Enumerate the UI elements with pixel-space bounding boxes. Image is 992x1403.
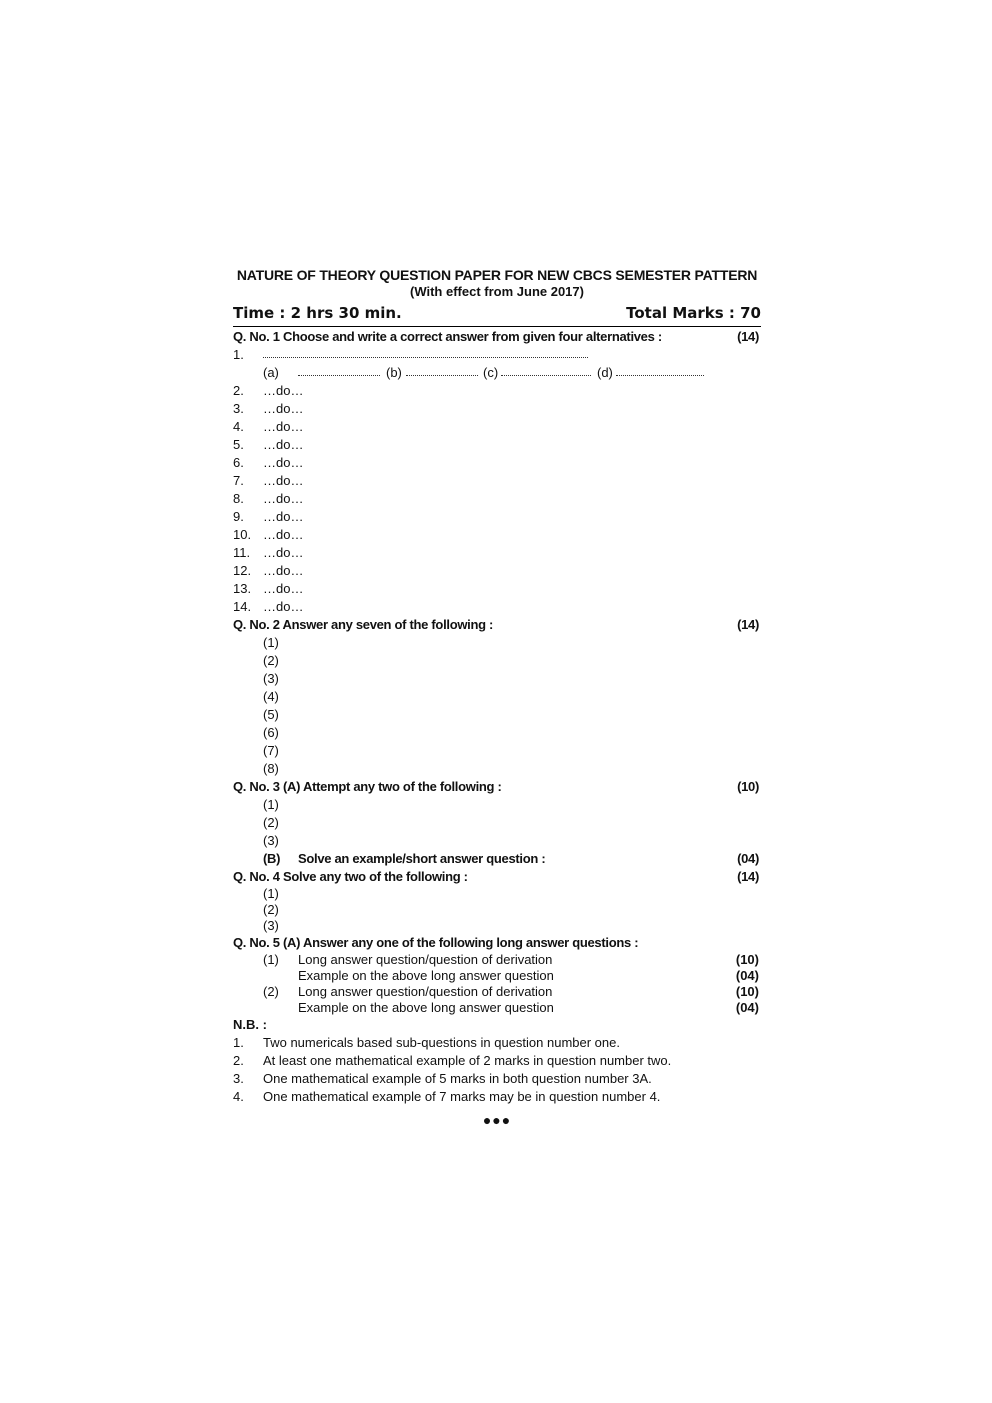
item-text: …do… (263, 383, 304, 398)
q1-item-number: 1. (233, 347, 244, 362)
item-text: …do… (263, 455, 304, 470)
item-number: (3) (263, 918, 279, 933)
q1-heading-text: Q. No. 1 Choose and write a correct answer from given four alternatives : (233, 329, 662, 344)
item-text: One mathematical example of 5 marks in both question number 3A. (263, 1071, 652, 1086)
item-number: (1) (263, 635, 279, 650)
list-item (233, 742, 761, 760)
item-number: 7. (233, 473, 244, 488)
item-marks: (04) (735, 968, 759, 983)
q4-marks: (14) (737, 869, 759, 884)
list-item (233, 562, 761, 580)
q1-heading (233, 328, 761, 346)
item-number: 11. (233, 545, 251, 560)
item-number: 13. (233, 581, 252, 596)
option-c-label: (c) (483, 365, 499, 380)
option-a-label: (a) (263, 365, 279, 380)
option-d-label: (d) (597, 365, 613, 380)
paper-title: NATURE OF THEORY QUESTION PAPER FOR NEW CBCS SEMESTER PATTERN (236, 267, 758, 283)
item-text: …do… (263, 599, 304, 614)
item-text: …do… (263, 581, 304, 596)
q2-heading (233, 616, 761, 634)
item-number: (7) (263, 743, 279, 758)
nb-item (233, 1052, 761, 1070)
option-a-blank (298, 364, 380, 376)
item-number: (3) (263, 671, 279, 686)
item-text: …do… (263, 527, 304, 542)
list-item (233, 400, 761, 418)
paper-subtitle: (With effect from June 2017) (410, 284, 584, 299)
q5-row (233, 968, 761, 984)
q5-row (233, 1000, 761, 1016)
item-number: (2) (263, 902, 279, 917)
item-number: (3) (263, 833, 279, 848)
list-item (233, 832, 761, 850)
list-item (233, 814, 761, 832)
item-number: 2. (233, 383, 244, 398)
nb-item (233, 1034, 761, 1052)
item-marks: (10) (735, 984, 759, 999)
list-item (233, 688, 761, 706)
q1-options-row (233, 364, 761, 382)
list-item (233, 490, 761, 508)
item-number: 5. (233, 437, 244, 452)
item-number: (1) (263, 797, 279, 812)
item-text: Example on the above long answer question (298, 968, 554, 983)
list-item (233, 544, 761, 562)
item-text: Example on the above long answer question (298, 1000, 554, 1015)
list-item (233, 436, 761, 454)
q4-heading (233, 868, 761, 886)
option-b-blank (406, 364, 478, 376)
end-mark: ●●● (482, 1112, 512, 1128)
q3-heading (233, 778, 761, 796)
list-item (233, 472, 761, 490)
item-text: Long answer question/question of derivation (298, 952, 553, 967)
item-number: 1. (233, 1035, 244, 1050)
q3-marks: (10) (737, 779, 759, 794)
q5-row (233, 984, 761, 1000)
item-text: …do… (263, 545, 304, 560)
time-label: Time : 2 hrs 30 min. (233, 304, 402, 322)
list-item (233, 706, 761, 724)
list-item (233, 886, 761, 902)
question-blank-line (263, 346, 588, 358)
item-marks: (04) (735, 1000, 759, 1015)
item-text: …do… (263, 473, 304, 488)
nb-item (233, 1088, 761, 1106)
list-item (233, 652, 761, 670)
item-number: (2) (263, 815, 279, 830)
list-item (233, 918, 761, 934)
item-number: 4. (233, 1089, 244, 1104)
list-item (233, 526, 761, 544)
list-item (233, 508, 761, 526)
list-item (233, 760, 761, 778)
list-item (233, 634, 761, 652)
option-c-blank (501, 364, 591, 376)
option-d-blank (616, 364, 704, 376)
item-text: Long answer question/question of derivation (298, 984, 553, 999)
item-text: One mathematical example of 7 marks may be in question number 4. (263, 1089, 661, 1104)
item-number: 8. (233, 491, 244, 506)
item-number: 4. (233, 419, 244, 434)
item-number: (2) (263, 653, 279, 668)
list-item (233, 796, 761, 814)
item-number: (4) (263, 689, 279, 704)
q3-heading-text: Q. No. 3 (A) Attempt any two of the following : (233, 779, 502, 794)
list-item (233, 598, 761, 616)
q1-marks: (14) (737, 329, 759, 344)
item-number: 10. (233, 527, 252, 542)
nb-item (233, 1070, 761, 1088)
list-item (233, 454, 761, 472)
list-item (233, 724, 761, 742)
item-text: …do… (263, 491, 304, 506)
item-text: …do… (263, 563, 304, 578)
item-text: …do… (263, 401, 304, 416)
nb-heading: N.B. : (233, 1017, 267, 1032)
item-number: (6) (263, 725, 279, 740)
item-text: …do… (263, 509, 304, 524)
item-number: (1) (263, 886, 279, 901)
q3b-label: (B) (263, 851, 281, 866)
item-number: 14. (233, 599, 252, 614)
list-item (233, 382, 761, 400)
item-number: (1) (263, 952, 279, 967)
list-item (233, 902, 761, 918)
option-b-label: (b) (386, 365, 402, 380)
item-number: 2. (233, 1053, 244, 1068)
q5-row (233, 952, 761, 968)
item-number: (8) (263, 761, 279, 776)
item-text: …do… (263, 437, 304, 452)
q1-item-1 (233, 346, 761, 364)
time-marks-bar (233, 304, 761, 327)
item-number: (2) (263, 984, 279, 999)
list-item (233, 418, 761, 436)
item-text: At least one mathematical example of 2 marks in question number two. (263, 1053, 672, 1068)
item-text: Two numericals based sub-questions in question number one. (263, 1035, 620, 1050)
item-number: 6. (233, 455, 244, 470)
list-item (233, 670, 761, 688)
q4-heading-text: Q. No. 4 Solve any two of the following : (233, 869, 468, 884)
q2-marks: (14) (737, 617, 759, 632)
item-number: 9. (233, 509, 244, 524)
q2-heading-text: Q. No. 2 Answer any seven of the following : (233, 617, 494, 632)
q3b-marks: (04) (737, 851, 759, 866)
item-number: 3. (233, 401, 244, 416)
q3b-text: Solve an example/short answer question : (298, 851, 546, 866)
total-marks-label: Total Marks : 70 (626, 304, 761, 322)
q5-heading (233, 934, 761, 952)
q5-heading-text: Q. No. 5 (A) Answer any one of the following long answer questions : (233, 935, 639, 950)
item-marks: (10) (735, 952, 759, 967)
item-text: …do… (263, 419, 304, 434)
list-item (233, 580, 761, 598)
item-number: (5) (263, 707, 279, 722)
q3b-row (233, 850, 761, 868)
question-paper (233, 266, 761, 1128)
item-number: 3. (233, 1071, 244, 1086)
item-number: 12. (233, 563, 252, 578)
q1-item-list (233, 382, 761, 616)
